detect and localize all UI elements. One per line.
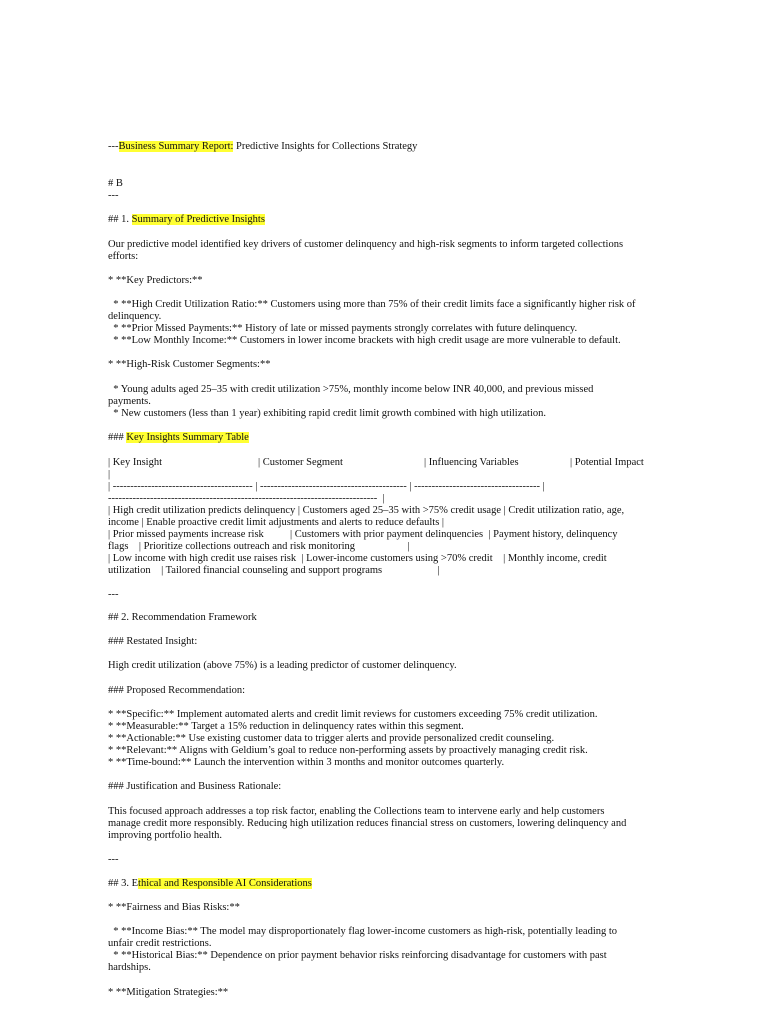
section-1-prefix: ## 1.: [108, 214, 132, 225]
table-row-1-line-1: | High credit utilization predicts delinquency | Customers aged 25–35 with >75% credit usage | Credit utilization ratio, age,: [108, 505, 625, 516]
table-heading: [108, 432, 249, 444]
intro-line-1: Our predictive model identified key drivers of customer delinquency and high-risk segments to inform targeted collections: [108, 239, 624, 250]
fairness-heading: * **Fairness and Bias Risks:**: [108, 902, 240, 913]
title-rest: Predictive Insights for Collections Strategy: [233, 141, 418, 152]
separator: ---: [108, 190, 119, 201]
recommendation-specific: * **Specific:** Implement automated alerts and credit limit reviews for customers exceeding 75% credit utilization.: [108, 709, 598, 720]
section-3-prefix: ## 3. E: [108, 878, 139, 889]
recommendation-time-bound: * **Time-bound:** Launch the intervention within 3 months and monitor outcomes quarterly.: [108, 757, 505, 768]
table-header-col-2: | Customer Segment: [258, 457, 343, 468]
justification-line-3: improving portfolio health.: [108, 830, 223, 841]
section-1-heading: [108, 214, 265, 226]
table-row-3-line-1: | Low income with high credit use raises risk | Lower-income customers using >70% credit | Monthly income, credit: [108, 553, 607, 564]
separator: ---: [108, 589, 119, 600]
predictor-missed-payments: * **Prior Missed Payments:** History of late or missed payments strongly correlates with future delinquency.: [108, 323, 578, 334]
segment-young-adults-line-1: * Young adults aged 25–35 with credit utilization >75%, monthly income below INR 40,000, and previous missed: [108, 384, 594, 395]
table-header-continuation: |: [108, 469, 111, 480]
segment-new-customers: * New customers (less than 1 year) exhibiting rapid credit limit growth combined with high utilization.: [108, 408, 546, 419]
table-row-3-line-2: utilization | Tailored financial counseling and support programs |: [108, 565, 440, 576]
historical-bias-line-2: hardships.: [108, 962, 151, 973]
table-separator-line-2: ----------------------------------------------------------------------------- |: [108, 493, 385, 504]
table-row-2-line-2: flags | Prioritize collections outreach and risk monitoring |: [108, 541, 410, 552]
section-3-heading: [108, 878, 312, 890]
predictor-utilization-line-2: delinquency.: [108, 311, 162, 322]
historical-bias-line-1: * **Historical Bias:** Dependence on prior payment behavior risks reinforcing disadvantage for customers with past: [108, 950, 607, 961]
table-row-1-line-2: income | Enable proactive credit limit adjustments and alerts to reduce defaults |: [108, 517, 445, 528]
table-header-col-4: | Potential Impact: [570, 457, 644, 468]
title-prefix: ---: [108, 141, 119, 152]
recommendation-relevant: * **Relevant:** Aligns with Geldium’s goal to reduce non-performing assets by proactively managing credit risk.: [108, 745, 588, 756]
recommendation-measurable: * **Measurable:** Target a 15% reduction in delinquency rates within this segment.: [108, 721, 464, 732]
justification-line-1: This focused approach addresses a top risk factor, enabling the Collections team to intervene early and help customers: [108, 806, 605, 817]
section-3-highlight: thical and Responsible AI Considerations: [138, 878, 312, 889]
report-title: [108, 141, 417, 153]
table-heading-highlight: Key Insights Summary Table: [126, 432, 249, 443]
title-highlight: Business Summary Report:: [118, 141, 234, 152]
restated-insight-text: High credit utilization (above 75%) is a leading predictor of customer delinquency.: [108, 660, 457, 671]
section-1-highlight: Summary of Predictive Insights: [131, 214, 265, 225]
predictor-low-income: * **Low Monthly Income:** Customers in lower income brackets with high credit usage are more vulnerable to default.: [108, 335, 621, 346]
restated-insight-heading: ### Restated Insight:: [108, 636, 198, 647]
segment-young-adults-line-2: payments.: [108, 396, 151, 407]
predictor-utilization-line-1: * **High Credit Utilization Ratio:** Customers using more than 75% of their credit limits face a significantly higher risk of: [108, 299, 636, 310]
proposed-recommendation-heading: ### Proposed Recommendation:: [108, 685, 246, 696]
table-heading-prefix: ###: [108, 432, 127, 443]
key-predictors-heading: * **Key Predictors:**: [108, 275, 203, 286]
table-header-col-3: | Influencing Variables: [424, 457, 519, 468]
section-2-heading: ## 2. Recommendation Framework: [108, 612, 257, 623]
recommendation-actionable: * **Actionable:** Use existing customer data to trigger alerts and provide personalized credit counseling.: [108, 733, 555, 744]
table-header-col-1: | Key Insight: [108, 457, 163, 468]
justification-line-2: manage credit more responsibly. Reducing high utilization reduces financial stress on customers, lowering delinquency and: [108, 818, 627, 829]
table-row-2-line-1: | Prior missed payments increase risk | Customers with prior payment delinquencies | Payment history, delinquency: [108, 529, 618, 540]
table-separator-line-1: | ---------------------------------------- | ------------------------------------------ | ------------------------------------ |: [108, 481, 545, 492]
mitigation-heading: * **Mitigation Strategies:**: [108, 987, 229, 998]
income-bias-line-2: unfair credit restrictions.: [108, 938, 212, 949]
heading-b: # B: [108, 178, 123, 189]
income-bias-line-1: * **Income Bias:** The model may disproportionately flag lower-income customers as high-risk, potentially leading to: [108, 926, 618, 937]
justification-heading: ### Justification and Business Rationale:: [108, 781, 282, 792]
intro-line-2: efforts:: [108, 251, 139, 262]
separator: ---: [108, 854, 119, 865]
high-risk-segments-heading: * **High-Risk Customer Segments:**: [108, 359, 271, 370]
